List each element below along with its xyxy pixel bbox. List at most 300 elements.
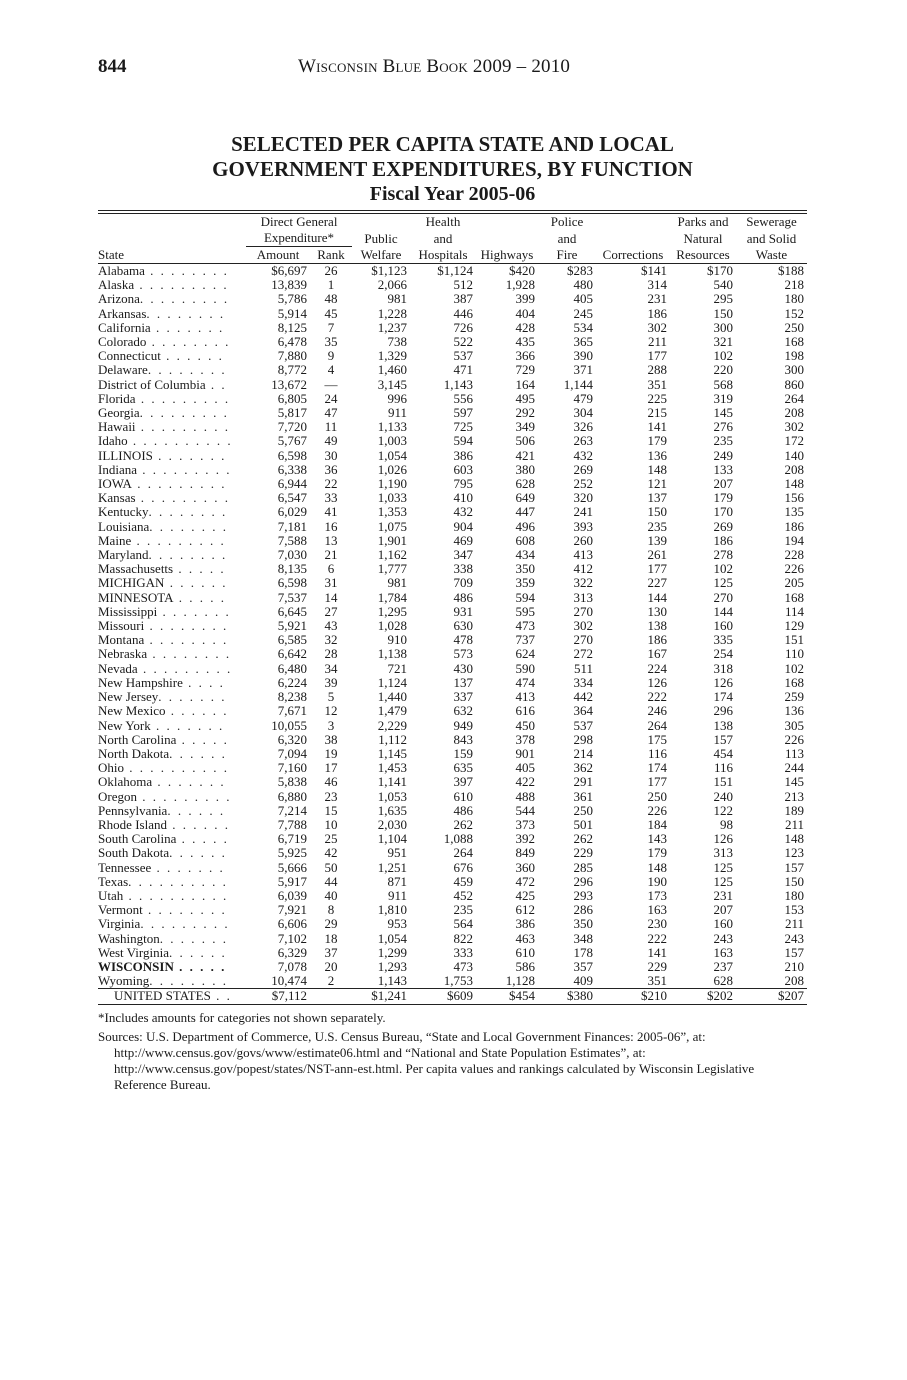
table-cell: 632 xyxy=(453,703,473,719)
table-cell: 1,143 xyxy=(443,376,473,392)
table-cell: 1,138 xyxy=(377,646,407,662)
table-cell: 1,460 xyxy=(377,362,407,378)
table-cell: 349 xyxy=(515,419,535,435)
leader-dots: . . xyxy=(205,377,227,392)
table-cell: 364 xyxy=(573,703,593,719)
table-cell: $170 xyxy=(707,263,733,278)
table-cell: 350 xyxy=(573,916,593,932)
state-cell xyxy=(98,676,246,690)
table-cell: 243 xyxy=(713,930,733,946)
state-cell xyxy=(98,520,246,534)
leader-dots: . . . . . . . . xyxy=(142,903,227,918)
table-cell: 39 xyxy=(324,674,338,690)
table-cell: 1,329 xyxy=(377,348,407,364)
state-cell xyxy=(98,719,246,733)
table-cell: 33 xyxy=(324,490,338,506)
table-row xyxy=(98,818,807,832)
table-cell: 6,029 xyxy=(277,504,307,520)
leader-dots: . . . . . . xyxy=(169,945,227,960)
table-cell: 729 xyxy=(515,362,535,378)
table-cell: 226 xyxy=(784,561,804,577)
state-name: South Dakota xyxy=(98,846,170,861)
table-cell: 7,588 xyxy=(277,532,307,548)
table-cell: 145 xyxy=(713,405,733,421)
table-cell: 405 xyxy=(515,760,535,776)
table-cell: 41 xyxy=(324,504,338,520)
table-cell: 537 xyxy=(573,717,593,733)
table-cell: 263 xyxy=(573,433,593,449)
table-cell: 186 xyxy=(713,532,733,548)
table-cell: 822 xyxy=(453,930,473,946)
table-cell: 1,133 xyxy=(377,419,407,435)
state-name: MICHIGAN xyxy=(98,576,165,591)
table-cell: 1,054 xyxy=(377,930,407,946)
table-cell: 304 xyxy=(573,405,593,421)
table-cell: 1,251 xyxy=(377,859,407,875)
table-cell: 725 xyxy=(453,419,473,435)
leader-dots: . . . . . . xyxy=(167,803,226,818)
table-cell: 126 xyxy=(713,831,733,847)
table-row xyxy=(98,363,807,377)
state-name: Washington xyxy=(98,931,160,946)
table-cell: 129 xyxy=(784,618,804,634)
table-cell: 590 xyxy=(515,660,535,676)
table-cell: 214 xyxy=(573,745,593,761)
state-cell xyxy=(98,889,246,903)
table-cell: 1,635 xyxy=(377,802,407,818)
title-line-3: Fiscal Year 2005-06 xyxy=(369,183,536,205)
table-cell: 211 xyxy=(784,816,804,832)
table-title xyxy=(98,132,807,207)
table-cell: 250 xyxy=(784,319,804,335)
state-name: Idaho xyxy=(98,434,128,449)
table-cell: 150 xyxy=(713,305,733,321)
table-cell: 213 xyxy=(784,788,804,804)
table-cell: 630 xyxy=(453,618,473,634)
state-name: Arkansas xyxy=(98,306,147,321)
table-cell: 12 xyxy=(324,703,338,719)
state-name: Pennsylvania xyxy=(98,803,168,818)
leader-dots: . . . . . . xyxy=(169,746,227,761)
table-cell: 7,671 xyxy=(277,703,307,719)
table-cell: 194 xyxy=(784,532,804,548)
state-cell xyxy=(98,548,246,562)
table-cell: 270 xyxy=(713,589,733,605)
table-row xyxy=(98,974,807,989)
table-cell: 501 xyxy=(573,816,593,832)
table-cell: 447 xyxy=(515,504,535,520)
table-cell: 240 xyxy=(713,788,733,804)
table-cell: 7,094 xyxy=(277,745,307,761)
state-cell xyxy=(98,307,246,321)
table-cell: 8,772 xyxy=(277,362,307,378)
table-row xyxy=(98,903,807,917)
table-cell: 153 xyxy=(784,902,804,918)
table-row xyxy=(98,804,807,818)
table-cell: 386 xyxy=(515,916,535,932)
state-cell xyxy=(98,449,246,463)
table-cell: 264 xyxy=(647,717,667,733)
table-cell: $6,697 xyxy=(271,263,307,278)
table-cell: 148 xyxy=(647,461,667,477)
table-cell: 168 xyxy=(784,334,804,350)
table-row xyxy=(98,775,807,789)
table-cell: 459 xyxy=(453,873,473,889)
table-cell: 378 xyxy=(515,731,535,747)
leader-dots: . . . . . xyxy=(173,562,226,577)
table-cell: 512 xyxy=(453,277,473,293)
table-row xyxy=(98,562,807,576)
table-cell: 163 xyxy=(647,902,667,918)
table-cell: 35 xyxy=(324,334,338,350)
header-health-3: Hospitals xyxy=(410,247,476,264)
table-cell: 1,237 xyxy=(377,319,407,335)
table-cell: 144 xyxy=(647,589,667,605)
table-cell: 361 xyxy=(573,788,593,804)
header-rank: Rank xyxy=(310,247,352,264)
state-name: Ohio xyxy=(98,761,124,776)
header-highways: Highways xyxy=(476,247,538,264)
leader-dots: . . . . . . . . . . xyxy=(128,874,228,889)
table-cell: 860 xyxy=(784,376,804,392)
state-cell xyxy=(98,576,246,590)
leader-dots: . . . . . . . . . xyxy=(131,477,227,492)
table-cell: 13,839 xyxy=(271,277,307,293)
header-sewer-3: Waste xyxy=(736,247,807,264)
table-cell: 139 xyxy=(647,532,667,548)
table-cell: 198 xyxy=(784,348,804,364)
table-cell: 151 xyxy=(784,632,804,648)
table-cell: 160 xyxy=(713,916,733,932)
table-cell: $1,124 xyxy=(437,263,473,278)
table-cell: 425 xyxy=(515,887,535,903)
table-cell: 241 xyxy=(573,504,593,520)
table-cell: 1,104 xyxy=(377,831,407,847)
table-cell: 410 xyxy=(453,490,473,506)
table-cell: 9 xyxy=(327,348,335,364)
state-name: Virginia xyxy=(98,917,141,932)
state-name: Missouri xyxy=(98,619,145,634)
table-cell: 6,338 xyxy=(277,461,307,477)
table-cell: 138 xyxy=(713,717,733,733)
table-cell: 7,181 xyxy=(277,518,307,534)
table-row xyxy=(98,591,807,605)
table-cell: 1,112 xyxy=(378,731,407,747)
table-cell: 180 xyxy=(784,887,804,903)
table-row xyxy=(98,449,807,463)
table-cell: 172 xyxy=(784,433,804,449)
state-name: ILLINOIS xyxy=(98,448,153,463)
table-cell: 177 xyxy=(647,348,667,364)
state-name: Oregon xyxy=(98,789,137,804)
header-public-1: Public xyxy=(364,230,398,246)
state-cell xyxy=(98,406,246,420)
header-expenditure: Expenditure* xyxy=(246,230,352,247)
state-cell xyxy=(98,562,246,576)
state-name: Wyoming xyxy=(98,974,150,989)
table-cell: 534 xyxy=(573,319,593,335)
leader-dots: . . . . . . . . . xyxy=(139,292,230,307)
table-cell: 7,214 xyxy=(277,802,307,818)
leader-dots: . . . . . . . xyxy=(159,931,229,946)
leader-dots: . . . . . xyxy=(173,590,227,605)
table-cell: 540 xyxy=(713,277,733,293)
table-cell: 1,053 xyxy=(377,788,407,804)
table-row xyxy=(98,619,807,633)
table-cell: 170 xyxy=(713,504,733,520)
table-cell: 612 xyxy=(515,902,535,918)
table-cell: 36 xyxy=(324,461,338,477)
table-cell: 5,914 xyxy=(277,305,307,321)
header-police-1: Police xyxy=(550,214,584,229)
table-cell: 229 xyxy=(573,845,593,861)
table-cell: 471 xyxy=(453,362,473,378)
table-cell: $609 xyxy=(410,989,476,1004)
table-cell: 390 xyxy=(573,348,593,364)
table-cell: 337 xyxy=(453,689,473,705)
table-cell: 114 xyxy=(784,603,804,619)
table-cell: 30 xyxy=(324,447,338,463)
table-cell: 795 xyxy=(453,476,473,492)
table-cell: 1,054 xyxy=(377,447,407,463)
table-cell: 261 xyxy=(647,547,667,563)
table-cell: 208 xyxy=(784,973,804,989)
table-cell: 5,838 xyxy=(277,774,307,790)
table-cell: 5,767 xyxy=(277,433,307,449)
table-cell: 313 xyxy=(573,589,593,605)
state-name: Alabama xyxy=(98,263,145,278)
header-state: State xyxy=(98,247,246,264)
table-cell: 2 xyxy=(327,973,335,989)
header-sewer-1: Sewerage xyxy=(746,214,797,229)
table-cell: 8,238 xyxy=(277,689,307,705)
table-cell: 649 xyxy=(515,490,535,506)
state-cell xyxy=(98,633,246,647)
table-cell: 1,293 xyxy=(377,958,407,974)
leader-dots: . . . . . . . xyxy=(150,718,225,733)
table-cell: 14 xyxy=(324,589,338,605)
table-cell: 1,453 xyxy=(377,760,407,776)
table-cell: 321 xyxy=(713,334,733,350)
table-cell: 143 xyxy=(647,831,667,847)
table-cell: 130 xyxy=(647,603,667,619)
table-cell: 269 xyxy=(573,461,593,477)
table-cell: 442 xyxy=(573,689,593,705)
state-name: Kentucky xyxy=(98,505,149,520)
table-cell: 1,901 xyxy=(377,532,407,548)
state-cell xyxy=(98,903,246,917)
leader-dots: . . . . . . . xyxy=(150,320,225,335)
table-cell: 635 xyxy=(453,760,473,776)
table-cell: 259 xyxy=(784,689,804,705)
table-cell: 319 xyxy=(713,390,733,406)
table-cell: 628 xyxy=(713,973,733,989)
leader-dots: . . . . . . . . xyxy=(146,306,226,321)
table-cell: 610 xyxy=(515,944,535,960)
state-cell xyxy=(98,321,246,335)
table-cell: $454 xyxy=(476,989,538,1004)
table-cell: 180 xyxy=(784,291,804,307)
table-cell: 49 xyxy=(324,433,338,449)
table-cell: 351 xyxy=(647,376,667,392)
header-parks-1: Parks and xyxy=(677,214,729,229)
table-cell: 446 xyxy=(453,305,473,321)
table-cell: 7,921 xyxy=(277,902,307,918)
state-cell xyxy=(98,292,246,306)
running-head: Wisconsin Blue Book 2009 – 2010 xyxy=(298,56,571,77)
table-cell: 10 xyxy=(324,816,338,832)
table-cell: 245 xyxy=(573,305,593,321)
leader-dots: . . . . . . . . . xyxy=(139,406,229,421)
table-cell: 98 xyxy=(720,816,733,832)
table-cell: 231 xyxy=(713,887,733,903)
table-cell: 849 xyxy=(515,845,535,861)
table-cell: 479 xyxy=(573,390,593,406)
leader-dots: . . . . . . . . . xyxy=(137,661,233,676)
table-cell: 910 xyxy=(387,632,407,648)
table-cell: 260 xyxy=(573,532,593,548)
table-cell: 24 xyxy=(324,390,338,406)
table-cell: 210 xyxy=(784,958,804,974)
state-cell xyxy=(98,335,246,349)
table-cell: 628 xyxy=(515,476,535,492)
table-cell: 157 xyxy=(784,859,804,875)
table-cell: 6 xyxy=(327,561,335,577)
table-cell: 302 xyxy=(573,618,593,634)
table-cell: 843 xyxy=(453,731,473,747)
leader-dots: . . . . . . xyxy=(164,576,228,591)
table-cell: 1,928 xyxy=(505,277,535,293)
table-cell: 148 xyxy=(647,859,667,875)
table-row xyxy=(98,662,807,676)
table-cell: 168 xyxy=(784,674,804,690)
table-row xyxy=(98,747,807,761)
table-cell: 1,753 xyxy=(443,973,473,989)
expenditures-table xyxy=(98,214,807,1005)
table-cell: 2,229 xyxy=(377,717,407,733)
table-cell: 123 xyxy=(784,845,804,861)
table-cell: 544 xyxy=(515,802,535,818)
state-name: Massachusetts xyxy=(98,562,174,577)
state-name: District of Columbia xyxy=(98,377,206,392)
table-cell: 173 xyxy=(647,887,667,903)
table-cell: 616 xyxy=(515,703,535,719)
table-cell: 250 xyxy=(573,802,593,818)
table-cell: 249 xyxy=(713,447,733,463)
state-name: West Virginia xyxy=(98,945,169,960)
table-cell: 270 xyxy=(573,632,593,648)
table-cell: 10,474 xyxy=(271,973,307,989)
state-name: Vermont xyxy=(98,903,143,918)
table-cell: 295 xyxy=(713,291,733,307)
title-line-2: GOVERNMENT EXPENDITURES, BY FUNCTION xyxy=(212,157,693,181)
state-cell xyxy=(98,647,246,661)
table-cell: 252 xyxy=(573,476,593,492)
state-cell xyxy=(98,790,246,804)
table-cell: 15 xyxy=(324,802,338,818)
table-row xyxy=(98,463,807,477)
state-name: Arizona xyxy=(98,292,140,307)
table-cell: 174 xyxy=(647,760,667,776)
table-cell: 7,160 xyxy=(277,760,307,776)
table-cell: 235 xyxy=(713,433,733,449)
state-cell xyxy=(98,392,246,406)
table-cell: 243 xyxy=(784,930,804,946)
table-cell: 229 xyxy=(647,958,667,974)
state-cell xyxy=(98,761,246,775)
table-cell: 5,917 xyxy=(277,873,307,889)
leader-dots: . . . . . . . . xyxy=(144,263,229,278)
table-row xyxy=(98,733,807,747)
leader-dots: . . . . . . xyxy=(169,846,227,861)
table-cell: 47 xyxy=(324,405,338,421)
table-cell: 145 xyxy=(784,774,804,790)
table-row xyxy=(98,832,807,846)
table-cell: 6,547 xyxy=(277,490,307,506)
table-cell: 40 xyxy=(324,887,338,903)
table-cell: 144 xyxy=(713,603,733,619)
table-row xyxy=(98,278,807,292)
table-cell: 397 xyxy=(453,774,473,790)
table-cell: 1 xyxy=(327,277,335,293)
table-cell: $202 xyxy=(670,989,736,1004)
table-cell: 473 xyxy=(515,618,535,634)
table-cell: 16 xyxy=(324,518,338,534)
table-row xyxy=(98,520,807,534)
table-cell: 478 xyxy=(453,632,473,648)
header-health-1: Health xyxy=(425,214,461,229)
table-cell: 224 xyxy=(647,660,667,676)
table-cell: 412 xyxy=(573,561,593,577)
table-cell: 228 xyxy=(784,547,804,563)
table-cell: 150 xyxy=(784,873,804,889)
table-row xyxy=(98,932,807,946)
table-cell: 150 xyxy=(647,504,667,520)
state-cell xyxy=(98,932,246,946)
title-line-1: SELECTED PER CAPITA STATE AND LOCAL xyxy=(231,132,674,156)
leader-dots: . . . . . . . xyxy=(157,604,231,619)
table-cell: 302 xyxy=(647,319,667,335)
leader-dots: . . . . . . . . xyxy=(144,633,229,648)
table-cell: 157 xyxy=(713,731,733,747)
table-cell: 7,078 xyxy=(277,958,307,974)
table-cell: 44 xyxy=(324,873,338,889)
table-row xyxy=(98,647,807,661)
table-cell: 13,672 xyxy=(271,376,307,392)
table-row xyxy=(98,420,807,434)
table-cell: 186 xyxy=(647,632,667,648)
table-cell: 190 xyxy=(647,873,667,889)
leader-dots: . . . . . . . . xyxy=(147,647,232,662)
table-cell: 495 xyxy=(515,390,535,406)
table-cell: 362 xyxy=(573,760,593,776)
table-cell: 1,033 xyxy=(377,490,407,506)
state-name: Louisiana xyxy=(98,519,150,534)
footnote-asterisk: *Includes amounts for categories not shown separately. xyxy=(98,1010,386,1025)
header-corrections: Corrections xyxy=(596,247,670,264)
table-cell: 110 xyxy=(784,646,804,662)
table-cell: 6,642 xyxy=(277,646,307,662)
state-cell xyxy=(98,349,246,363)
table-cell: 125 xyxy=(713,575,733,591)
table-cell: 333 xyxy=(453,944,473,960)
table-cell: 1,162 xyxy=(377,547,407,563)
table-cell: 222 xyxy=(647,930,667,946)
table-cell: 179 xyxy=(647,433,667,449)
table-cell: 2,030 xyxy=(377,816,407,832)
table-cell: 594 xyxy=(515,589,535,605)
table-cell: 6,478 xyxy=(277,334,307,350)
